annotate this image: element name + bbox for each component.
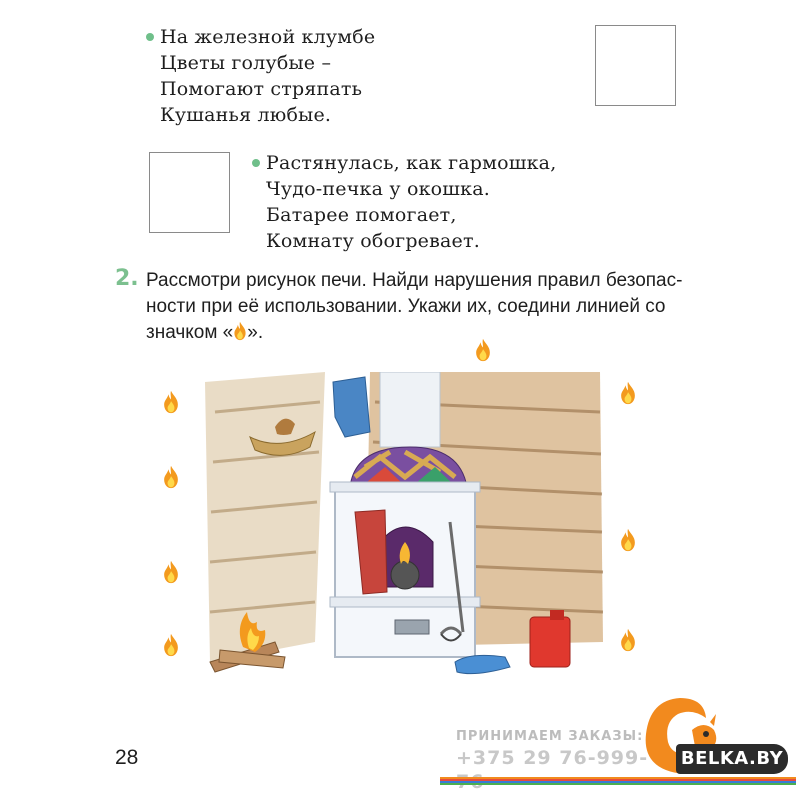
flame-marker-icon[interactable]: [619, 528, 637, 552]
flame-marker-icon[interactable]: [162, 465, 180, 489]
riddle-1-line-4: Кушанья любые.: [160, 104, 332, 126]
page-number: 28: [115, 746, 139, 769]
riddle-2-line-2: Чудо-печка у окошка.: [266, 178, 491, 200]
riddle-2-line-3: Батарее помогает,: [266, 204, 457, 226]
flame-marker-icon[interactable]: [474, 338, 492, 362]
task-line-3-after: ».: [247, 322, 264, 343]
task-line-3: [146, 320, 691, 346]
task-number: 2.: [115, 266, 139, 291]
ash-door: [395, 620, 429, 634]
belka-logo-badge: [676, 744, 788, 774]
riddle-2-line-4: Комнату обогревает.: [266, 230, 480, 252]
riddle-2-bullet: [252, 159, 260, 167]
stove-illustration: [205, 372, 605, 687]
riddle-2-line-1: Растянулась, как гармошка,: [266, 152, 557, 174]
blue-scoop: [455, 655, 510, 673]
rainbow-stripe: [440, 777, 796, 785]
chimney: [380, 372, 440, 447]
riddle-1-line-1: На железной клумбе: [160, 26, 376, 48]
red-jerrycan: [530, 610, 570, 667]
task-instructions: [146, 268, 691, 346]
task-line-3-before: значком «: [146, 322, 234, 343]
riddle-2: [266, 150, 556, 254]
riddle-1-bullet: [146, 33, 154, 41]
logo-text: BELKA.BY: [680, 748, 784, 769]
flame-marker-icon[interactable]: [162, 390, 180, 414]
watermark-line-1: ПРИНИМАЕМ ЗАКАЗЫ:: [456, 729, 644, 744]
flame-marker-icon[interactable]: [162, 560, 180, 584]
riddle-1-line-2: Цветы голубые –: [160, 52, 332, 74]
task-line-1: Рассмотри рисунок печи. Найди нарушения правил безопас-: [146, 270, 683, 291]
watermark-phone: +375 29 76-999-: [456, 747, 649, 769]
riddle-1-answer-box[interactable]: [595, 25, 676, 106]
hanging-towel: [333, 377, 370, 437]
flame-icon: [233, 321, 247, 341]
task-line-2: ности при её использовании. Укажи их, соедини линией со: [146, 296, 666, 317]
riddle-1-line-3: Помогают стряпать: [160, 78, 363, 100]
riddle-1: [160, 24, 375, 128]
flame-marker-icon[interactable]: [619, 628, 637, 652]
flame-marker-icon[interactable]: [619, 381, 637, 405]
flame-marker-icon[interactable]: [162, 633, 180, 657]
riddle-2-answer-box[interactable]: [149, 152, 230, 233]
